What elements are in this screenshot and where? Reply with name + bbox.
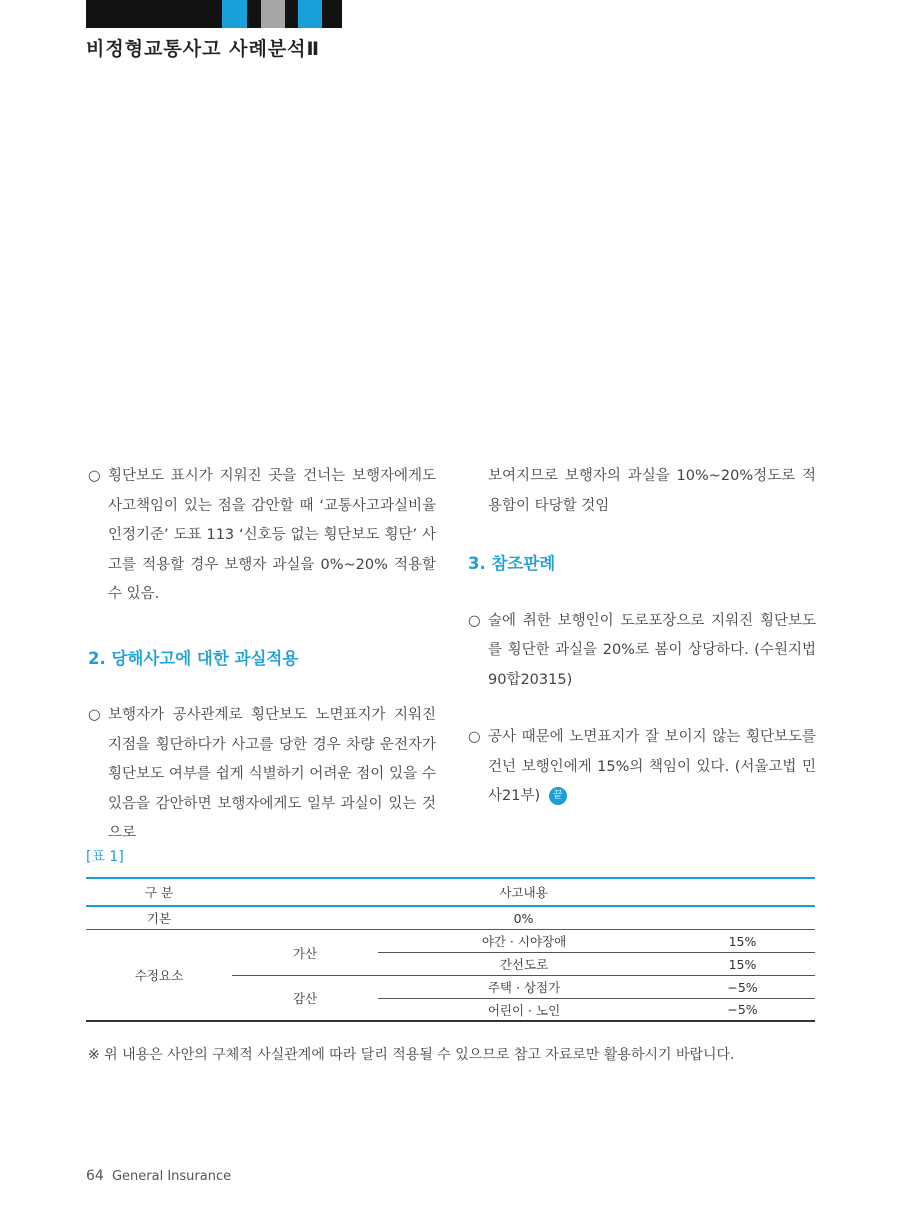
- table-cell: 0%: [232, 907, 815, 930]
- left-column: [88, 462, 436, 849]
- bullet-marker: ○: [468, 612, 481, 629]
- table-cell: 15%: [670, 930, 815, 953]
- footnote: ※ 위 내용은 사안의 구체적 사실관계에 따라 달리 적용될 수 있으므로 참고 자료로만 활용하시기 바랍니다.: [88, 1047, 735, 1063]
- paragraph-text: 보행자가 공사관계로 횡단보도 노면표지가 지워진 지점을 횡단하다가 사고를 당한 경우 차량 운전자가 횡단보도 여부를 쉽게 식별하기 어려운 점이 있을 수 있음을 감안하면 보행자에게도 일부 과실이 있는 것으로: [108, 707, 436, 841]
- bullet-marker: ○: [88, 468, 101, 484]
- table-cell: 어린이 · 노인: [378, 999, 670, 1022]
- table-cell: −5%: [670, 976, 815, 999]
- fault-table: [86, 877, 815, 1022]
- paragraph-text: 술에 취한 보행인이 도로포장으로 지워진 횡단보도를 횡단한 과실을 20%로 봄이 상당하다. (수원지법 90합20315): [488, 612, 816, 688]
- table-header-content: 사고내용: [232, 877, 815, 907]
- table-caption: [표 1]: [86, 849, 124, 865]
- paragraph: [468, 723, 816, 812]
- page-header-title: 비정형교통사고 사례분석Ⅱ: [86, 38, 321, 60]
- right-column: [468, 462, 816, 812]
- paragraph: [468, 607, 816, 696]
- table-cell: 간선도로: [378, 953, 670, 976]
- table-cell: 15%: [670, 953, 815, 976]
- paragraph-text: 횡단보도 표시가 지워진 곳을 건너는 보행자에게도 사고책임이 있는 점을 감안할 때 ‘교통사고과실비율 인정기준’ 도표 113 ‘신호등 없는 횡단보도 횡단’ 사고를 적용할 경우 보행자 과실을 0%~20% 적용할 수 있음.: [108, 468, 436, 602]
- publication-title: General Insurance: [111, 1169, 232, 1184]
- paragraph-continuation: 보여지므로 보행자의 과실을 10%~20%정도로 적용함이 타당할 것임: [488, 468, 816, 514]
- page-number: 64: [86, 1168, 104, 1184]
- header-color-bar: [86, 0, 342, 28]
- page-footer: [86, 1168, 231, 1184]
- bullet-marker: ○: [468, 729, 481, 745]
- table-cell: −5%: [670, 999, 815, 1022]
- paragraph: [88, 462, 436, 610]
- section-heading: 2. 당해사고에 대한 과실적용: [88, 648, 299, 668]
- table-header-category: 구 분: [86, 877, 232, 907]
- table-cell: 기본: [86, 907, 232, 930]
- paragraph-text: 공사 때문에 노면표지가 잘 보이지 않는 횡단보도를 건넌 보행인에게 15%의 책임이 있다. (서울고법 민사21부): [488, 729, 816, 804]
- section-heading: 3. 참조판례: [468, 554, 556, 573]
- paragraph: [88, 701, 436, 849]
- end-mark-icon: 끝: [549, 787, 567, 805]
- table-cell: 가산: [232, 930, 378, 976]
- table-cell: 주택 · 상점가: [378, 976, 670, 999]
- table-cell: 야간 · 시야장애: [378, 930, 670, 953]
- bullet-marker: ○: [88, 707, 101, 723]
- table-cell: 수정요소: [86, 930, 232, 1022]
- table-cell: 감산: [232, 976, 378, 1022]
